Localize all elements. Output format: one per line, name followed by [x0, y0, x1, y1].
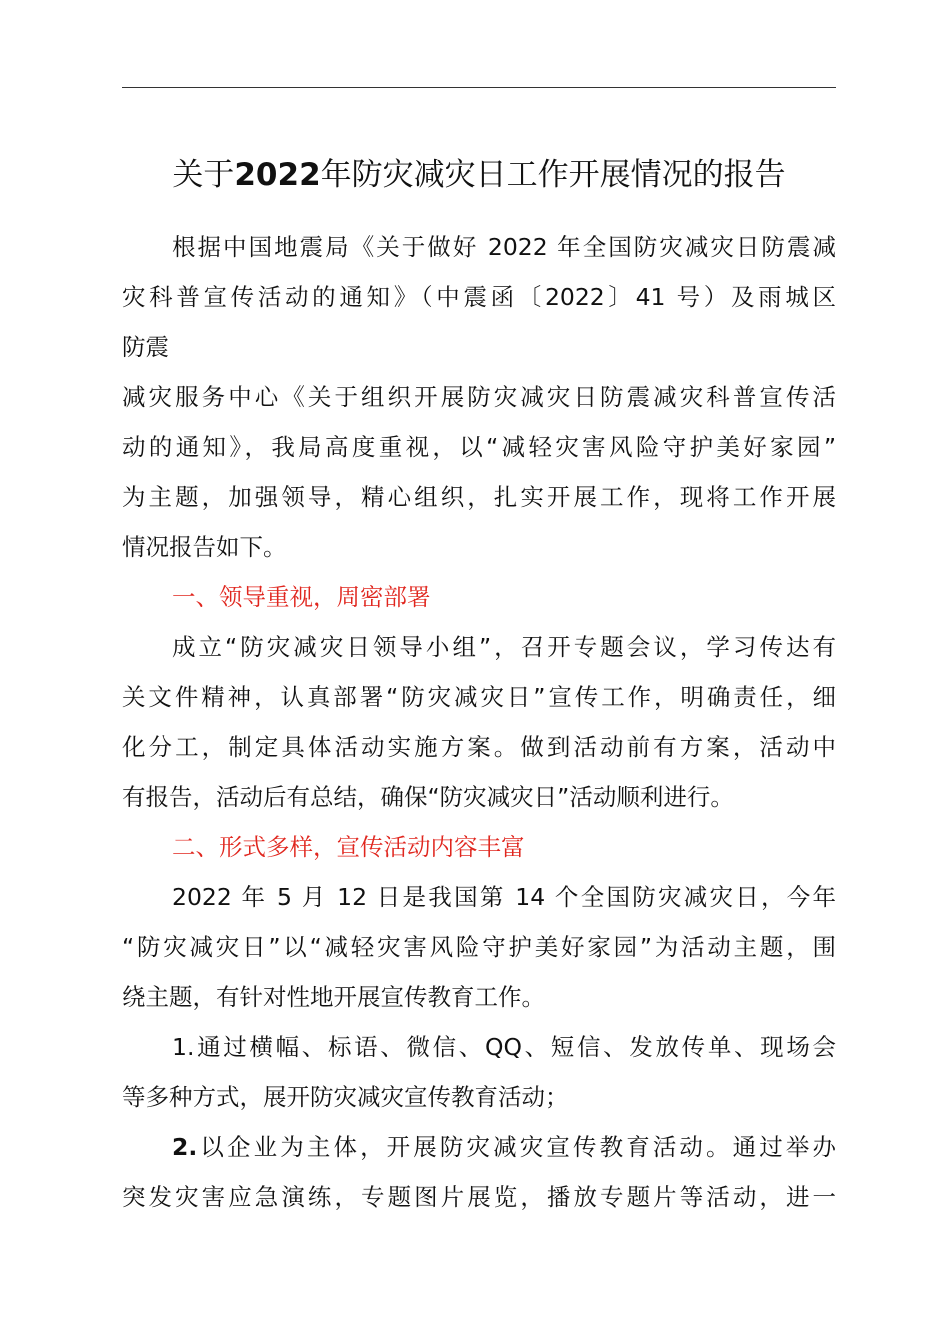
paragraph3-line-1: 2022 年 5 月 12 日是我国第 14 个全国防灾减灾日，今年	[172, 883, 836, 911]
paragraph2-line-3: 化分工，制定具体活动实施方案。做到活动前有方案，活动中	[122, 733, 836, 761]
paragraph1-line-7: 情况报告如下。	[122, 533, 287, 561]
item2-line-2: 突发灾害应急演练，专题图片展览，播放专题片等活动，进一	[122, 1183, 836, 1211]
title-suffix: 年防灾减灾日工作开展情况的报告	[320, 157, 786, 193]
paragraph1-line-6: 为主题，加强领导，精心组织，扎实开展工作，现将工作开展	[122, 483, 836, 511]
title-prefix: 关于	[172, 157, 235, 193]
item1-line-1: 1.通过横幅、标语、微信、QQ、短信、发放传单、现场会	[172, 1033, 836, 1061]
section-heading-2: 二、形式多样，宣传活动内容丰富	[172, 833, 525, 861]
paragraph1-line-1: 根据中国地震局《关于做好 2022 年全国防灾减灾日防震减	[172, 233, 836, 261]
paragraph1-line-3: 防震	[122, 333, 169, 361]
item1-line-2: 等多种方式，展开防灾减灾宣传教育活动；	[122, 1083, 569, 1111]
item2-text: 以企业为主体，开展防灾减灾宣传教育活动。通过举办	[197, 1133, 836, 1161]
paragraph2-line-2: 关文件精神，认真部署“防灾减灾日”宣传工作，明确责任，细	[122, 683, 836, 711]
document-title	[122, 150, 836, 200]
paragraph1-line-2: 灾科普宣传活动的通知》（中震函〔2022〕41 号）及雨城区	[122, 283, 836, 311]
header-rule	[122, 87, 836, 88]
paragraph2-line-1: 成立“防灾减灾日领导小组”，召开专题会议，学习传达有	[172, 633, 836, 661]
title-year: 2022	[234, 157, 321, 193]
paragraph1-line-4: 减灾服务中心《关于组织开展防灾减灾日防震减灾科普宣传活	[122, 383, 836, 411]
paragraph2-line-4: 有报告，活动后有总结，确保“防灾减灾日”活动顺利进行。	[122, 783, 734, 811]
paragraph1-line-5: 动的通知》，我局高度重视，以“减轻灾害风险守护美好家园”	[122, 433, 836, 461]
section-heading-1: 一、领导重视，周密部署	[172, 583, 431, 611]
paragraph3-line-2: “防灾减灾日”以“减轻灾害风险守护美好家园”为活动主题，围	[122, 933, 836, 961]
paragraph3-line-3: 绕主题，有针对性地开展宣传教育工作。	[122, 983, 545, 1011]
item2-line-1	[122, 1122, 836, 1172]
item2-number: 2.	[172, 1133, 198, 1161]
